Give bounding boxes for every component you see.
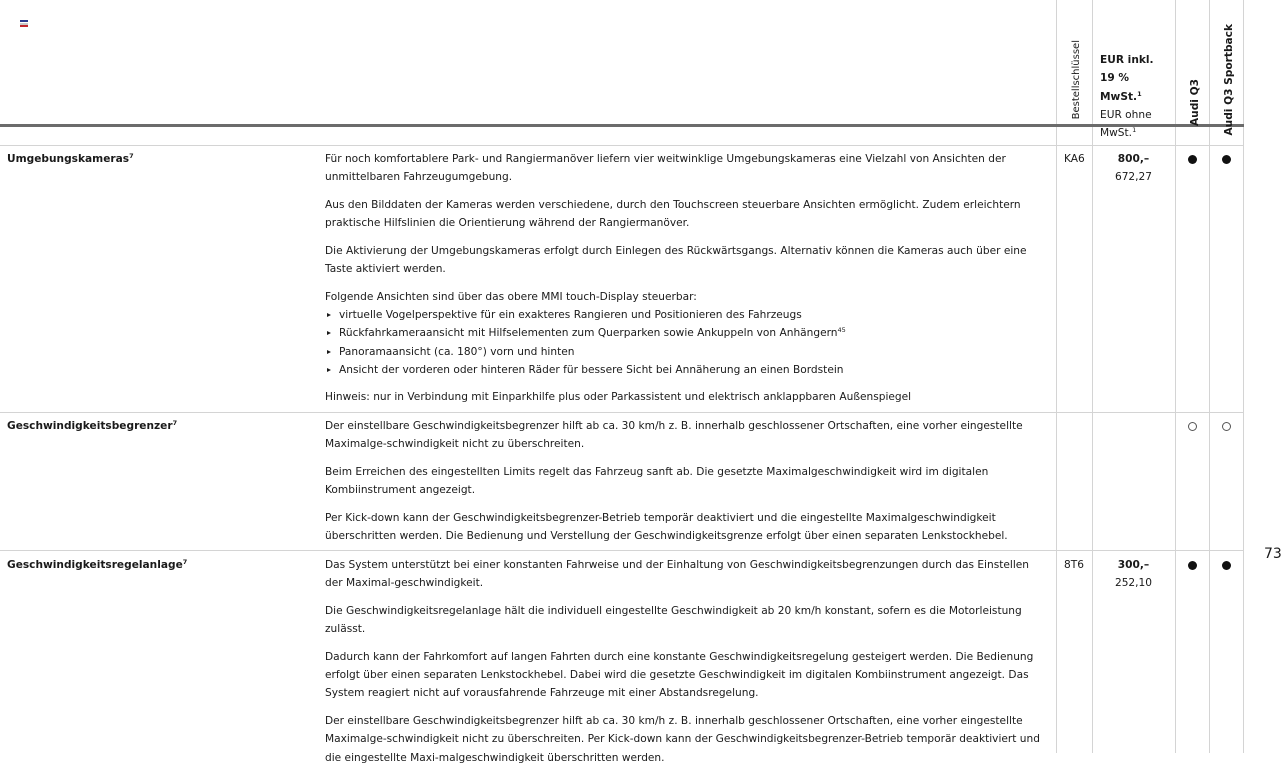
standard-equipment-dot-icon (1188, 561, 1197, 570)
column-divider (1092, 0, 1093, 753)
bullet-icon (327, 313, 331, 317)
price-excl-vat: 672,27 (1114, 171, 1153, 184)
header-rule (0, 124, 1244, 127)
description-paragraph: Dadurch kann der Fahrkomfort auf langen Fahrten durch eine konstante Geschwindigkeitsregelung gesteigert werden. Die Bedienung erfolgt über einen separaten Lenkstockhebel. Dabei wird die gesetzte Geschwindigkeit im digitalen Kombiinstrument angezeigt. Das System reagiert nicht auf vorausfahrende Fahrzeuge mit einer Abstandsregelung. (325, 650, 1034, 700)
list-intro: Folgende Ansichten sind über das obere MMI touch-Display steuerbar: (325, 290, 697, 303)
feature-name: Geschwindigkeitsregelanlage$^7$ (7, 558, 188, 571)
standard-equipment-dot-icon (1188, 155, 1197, 164)
header-price (1100, 51, 1172, 142)
bullet-icon (327, 368, 331, 372)
order-code: 8T6 (1064, 559, 1084, 571)
page-number: 73 (1264, 546, 1282, 562)
note: Hinweis: nur in Verbindung mit Einparkhilfe plus oder Parkassistent und elektrisch anklappbaren Außenspiegel (325, 391, 912, 404)
list-item: Ansicht der vorderen oder hinteren Räder für bessere Sicht bei Annäherung an einen Bordstein (325, 361, 1047, 379)
description-paragraph: Per Kick-down kann der Geschwindigkeitsbegrenzer-Betrieb temporär deaktiviert und die eingestellte Maximalgeschwindigkeit überschritten werden. Die Bedienung und Verstellung der Geschwindigkeitsgrenze erfolgt über einen separaten Lenkstockhebel. (325, 511, 1008, 543)
view-list (325, 306, 1047, 379)
standard-equipment-dot-icon (1222, 155, 1231, 164)
bullet-icon (327, 331, 331, 335)
feature-description (325, 150, 1047, 416)
header-price-incl-1: EUR inkl. (1100, 54, 1154, 66)
column-divider (1175, 0, 1176, 753)
header-price-excl-2: MwSt.$^1$ (1100, 126, 1137, 140)
bullet-icon (327, 350, 331, 354)
standard-equipment-dot-icon (1222, 561, 1231, 570)
optional-equipment-circle-icon (1222, 422, 1231, 431)
header-price-excl-1: EUR ohne (1100, 108, 1152, 121)
header-model-q3: Audi Q3 (1189, 79, 1201, 127)
column-divider (1243, 0, 1244, 753)
price-excl-vat: 252,10 (1114, 577, 1153, 590)
header-model-q3-sportback: Audi Q3 Sportback (1223, 24, 1235, 136)
header-order-code: Bestellschlüssel (1071, 40, 1082, 120)
description-paragraph: Die Geschwindigkeitsregelanlage hält die individuell eingestellte Geschwindigkeit ab 20 km/h konstant, sofern es die Motorleistung zulässt. (325, 604, 1022, 636)
price (1101, 150, 1166, 187)
description-paragraph: Der einstellbare Geschwindigkeitsbegrenzer hilft ab ca. 30 km/h z. B. innerhalb geschlossener Ortschaften, eine vorher eingestellte Maximalge-schwindigkeit nicht zu überschreiten. (325, 420, 1023, 451)
row-divider (0, 145, 1244, 146)
price (1101, 556, 1166, 593)
list-item: Panoramaansicht (ca. 180°) vorn und hinten (325, 343, 1047, 361)
feature-description (325, 556, 1047, 776)
feature-name: Umgebungskameras$^7$ (7, 152, 134, 165)
feature-name: Geschwindigkeitsbegrenzer$^7$ (7, 419, 178, 432)
optional-equipment-circle-icon (1188, 422, 1197, 431)
order-code: KA6 (1064, 153, 1085, 165)
feature-description (325, 417, 1047, 555)
column-divider (1056, 0, 1057, 753)
price-incl-vat: 800,– (1117, 153, 1150, 165)
language-flag-icon (20, 20, 28, 27)
list-item: Rückfahrkameraansicht mit Hilfselementen zum Querparken sowie Ankuppeln von Anhängern$^{45}$ (325, 324, 1047, 342)
description-paragraph: Für noch komfortablere Park- und Rangiermanöver liefern vier weitwinklige Umgebungskameras eine Vielzahl von Ansichten der unmittelbaren Fahrzeugumgebung. (325, 153, 1006, 184)
description-paragraph: Der einstellbare Geschwindigkeitsbegrenzer hilft ab ca. 30 km/h z. B. innerhalb geschlossener Ortschaften, eine vorher eingestellte Maximalge-schwindigkeit nicht zu überschreiten. Per Kick-down kann der Geschwindigkeitsbegrenzer-Betrieb temporär deaktiviert und die eingestellte Maxi-malgeschwindigkeit überschritten werden. (325, 714, 1040, 764)
price-incl-vat: 300,– (1117, 559, 1150, 571)
column-divider (1209, 0, 1210, 753)
description-paragraph: Die Aktivierung der Umgebungskameras erfolgt durch Einlegen des Rückwärtsgangs. Alternativ können die Kameras auch über eine Taste aktiviert werden. (325, 244, 1027, 276)
description-paragraph: Beim Erreichen des eingestellten Limits regelt das Fahrzeug sanft ab. Die gesetzte Maximalgeschwindigkeit wird im digitalen Kombiinstrument angezeigt. (325, 465, 989, 497)
description-paragraph: Das System unterstützt bei einer konstanten Fahrweise und der Einhaltung von Geschwindigkeitsbegrenzungen durch das Einstellen der Maximal-geschwindigkeit. (325, 559, 1029, 590)
description-paragraph: Aus den Bilddaten der Kameras werden verschiedene, durch den Touchscreen steuerbare Ansichten ermöglicht. Zudem erleichtern praktische Hilfslinien die Orientierung während der Rangiermanöver. (325, 198, 1021, 230)
header-price-incl-2: 19 % MwSt.$^1$ (1100, 72, 1142, 103)
list-item: virtuelle Vogelperspektive für ein exakteres Rangieren und Positionieren des Fahrzeugs (325, 306, 1047, 324)
